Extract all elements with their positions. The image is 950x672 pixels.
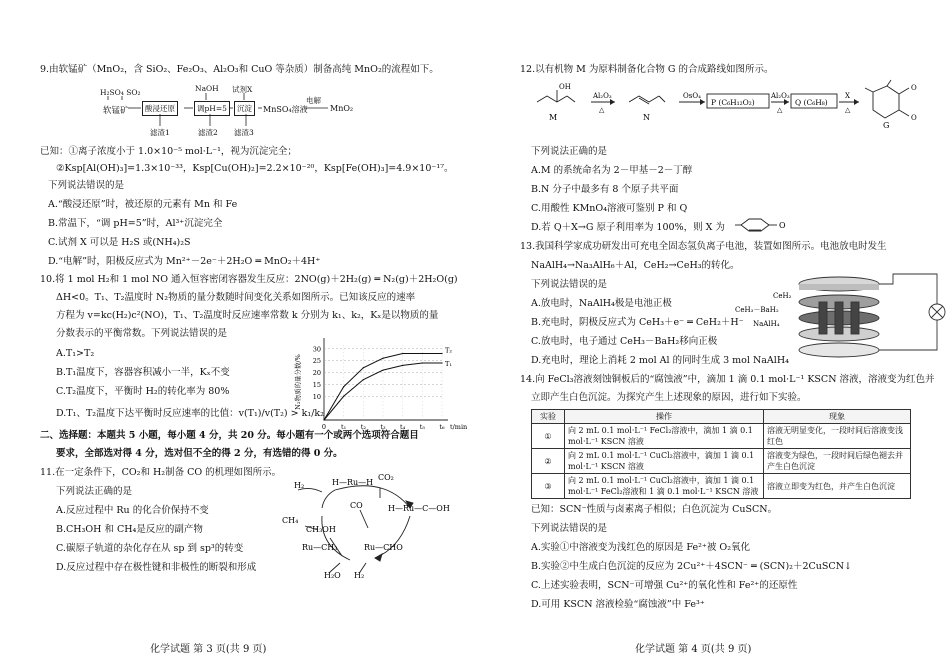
flow-reagents1: H₂SO₄ SO₂ — [100, 88, 141, 97]
q11-mechanism-diagram — [280, 468, 470, 580]
route-r3b: △ — [777, 106, 783, 114]
q14-known: 已知：SCN⁻性质与卤素离子相似；白色沉淀为 CuSCN。 — [531, 504, 778, 515]
q14-option-a: A.实验①中溶液变为浅红色的原因是 Fe²⁺被 O₂氧化 — [531, 542, 751, 553]
q11-ask: 下列说法正确的是 — [56, 486, 133, 497]
q14-line1: 14.向 FeCl₃溶液刻蚀铜板后的“腐蚀液”中，滴加 1 滴 0.1 mol·L⁻¹ KSCN 溶液，溶液变为红色并 — [520, 374, 935, 385]
q9-option-d: D.“电解”时，阳极反应式为 Mn²⁺－2e⁻＋2H₂O ═ MnO₂＋4H⁺ — [48, 256, 321, 267]
table-row — [532, 449, 911, 474]
table-header-phenomenon: 现象 — [764, 410, 911, 424]
right-page-footer: 化学试题 第 4 页(共 9 页) — [635, 644, 752, 655]
mech-co: CO — [350, 501, 363, 510]
flow-step-ph: 调pH=5 — [194, 101, 230, 116]
q14-experiment-table — [531, 409, 911, 499]
q14-option-c: C.上述实验表明，SCN⁻可增强 Cu²⁺的氧化性和 Fe²⁺的还原性 — [531, 580, 798, 591]
q10-line4: 分数表示的平衡常数。下列说法错误的是 — [56, 328, 228, 339]
q14-ask: 下列说法错误的是 — [531, 523, 608, 534]
mech-co2: CO₂ — [378, 473, 394, 482]
q10-line1: 10.将 1 mol H₂和 1 mol NO 通入恒容密闭容器发生反应：2NO(g)＋2H₂(g) ═ N₂(g)＋2H₂O(g) — [40, 274, 458, 285]
q9-option-a: A.“酸浸还原”时，被还原的元素有 Mn 和 Fe — [48, 199, 238, 210]
flow-waste3: 滤渣3 — [234, 128, 254, 137]
chart-data-point — [422, 353, 423, 354]
q11-option-d: D.反应过程中存在极性键和非极性的断裂和形成 — [56, 562, 257, 573]
mech-h2-top: H₂ — [294, 481, 305, 490]
q10-option-b: B.T₁温度下，容器容积减小一半，Kₓ不变 — [56, 367, 230, 378]
mech-ru-h: H—Ru—H — [332, 478, 374, 487]
route-q: Q (C₆H₈) — [795, 98, 828, 107]
q12-option-d-structure — [737, 216, 801, 234]
route-oh: OH — [559, 83, 571, 91]
chart-data-point — [343, 386, 344, 387]
q13-line2: NaAlH₄→Na₃AlH₆＋Al，CeH₂→CeH₃的转化。 — [531, 260, 740, 271]
table-cell-exp: ① — [532, 424, 565, 449]
flow-start: 软锰矿 — [103, 106, 129, 116]
flow-waste2: 滤渣2 — [198, 128, 218, 137]
mech-ch4: CH₄ — [282, 516, 299, 525]
right-page — [475, 0, 950, 672]
chart-data-point — [422, 362, 423, 363]
q12-ask: 下列说法正确的是 — [531, 146, 608, 157]
q14-option-b: B.实验②中生成白色沉淀的反应为 2Cu²⁺＋4SCN⁻ ═ (SCN)₂＋2CuSCN↓ — [531, 561, 852, 572]
q10-option-d: D.T₁、T₂温度下达平衡时反应速率的比值：v(T₁)/v(T₂) > k₁/k₂ — [56, 408, 324, 419]
mech-h2o: H₂O — [324, 571, 341, 580]
route-r1: Al₂O₃ — [593, 92, 612, 100]
chart-data-point — [382, 370, 383, 371]
flow-step-precip: 沉淀 — [234, 101, 255, 116]
table-header-exp: 实验 — [532, 410, 565, 424]
left-page-footer: 化学试题 第 3 页(共 9 页) — [150, 644, 267, 655]
chart-x-tick-label: t₂ — [360, 423, 366, 431]
chart-x-tick-label: t₃ — [380, 423, 386, 431]
q12-option-c: C.用酸性 KMnO₄溶液可鉴别 P 和 Q — [531, 203, 688, 214]
section2-line2: 要求，全部选对得 4 分，选对但不全的得 2 分，有选错的得 0 分。 — [56, 448, 343, 459]
battery-label-naalh4: NaAlH₄ — [753, 320, 780, 328]
q13-battery-diagram — [735, 272, 945, 360]
chart-data-point — [343, 396, 344, 397]
table-cell-operation: 向 2 mL 0.1 mol·L⁻¹ FeCl₂溶液中，滴加 1 滴 0.1 mol·L⁻¹ KSCN 溶液 — [565, 424, 764, 449]
q14-option-d: D.可用 KSCN 溶液检验“腐蚀液”中 Fe³⁺ — [531, 599, 705, 610]
chart-data-point — [402, 353, 403, 354]
chart-y-axis-label: N₂物质的量分数/% — [294, 354, 302, 410]
q13-option-d: D.充电时，理论上消耗 2 mol Al 的同时生成 3 mol NaAlH₄ — [531, 355, 789, 366]
chart-y-tick-label: 10 — [312, 392, 321, 401]
route-r3: Al₂O₃ — [771, 92, 790, 100]
q10-option-a: A.T₁>T₂ — [56, 348, 95, 359]
route-r2: OsO₄ — [683, 92, 701, 100]
q9-ask: 下列说法错误的是 — [48, 180, 125, 191]
q13-ask: 下列说法错误的是 — [531, 279, 608, 290]
chart-data-point — [363, 367, 364, 368]
table-row — [532, 474, 911, 499]
q9-stem: 9.由软锰矿（MnO₂，含 SiO₂、Fe₂O₃、Al₂O₃和 CuO 等杂质）制备高纯 MnO₂的流程如下。 — [40, 64, 439, 75]
mech-h2-bottom: H₂ — [354, 571, 365, 580]
chart-series-label: T₁ — [445, 360, 452, 368]
chart-data-point — [363, 379, 364, 380]
svg-text:O: O — [779, 221, 786, 230]
chart-x-axis-label: t/min — [450, 423, 468, 431]
q11-option-c: C.碳原子轨道的杂化存在从 sp 到 sp³的转变 — [56, 543, 244, 554]
q11-option-a: A.反应过程中 Ru 的化合价保持不变 — [56, 505, 209, 516]
q12-option-b: B.N 分子中最多有 8 个原子共平面 — [531, 184, 679, 195]
chart-x-tick-label: t₄ — [400, 423, 406, 431]
q13-option-a: A.放电时，NaAlH₄极是电池正极 — [531, 298, 672, 309]
chart-y-tick-label: 15 — [312, 380, 321, 389]
q10-chart — [290, 338, 470, 434]
section2-line1: 二、选择题：本题共 5 小题，每小题 4 分，共 20 分。每小题有一个或两个选项符合题目 — [40, 430, 419, 441]
route-n: N — [643, 113, 650, 122]
q12-option-a: A.M 的系统命名为 2－甲基－2－丁醇 — [531, 165, 693, 176]
route-r1b: △ — [599, 106, 605, 114]
table-cell-phenomenon: 溶液立即变为红色，并产生白色沉淀 — [764, 474, 911, 499]
chart-x-tick-label: t₁ — [341, 423, 347, 431]
q9-option-c: C.试剂 X 可以是 H₂S 或(NH₄)₂S — [48, 237, 191, 248]
mech-carboxyl: H—Ru—C—OH — [388, 504, 450, 513]
mech-ch3oh: CH₃OH — [306, 525, 336, 534]
route-r4: X — [845, 92, 850, 100]
table-cell-exp: ② — [532, 449, 565, 474]
q10-option-c: C.T₂温度下，平衡时 H₂的转化率为 80% — [56, 386, 230, 397]
route-r4b: △ — [845, 106, 851, 114]
route-o2: O — [911, 114, 917, 122]
chart-series-label: T₂ — [445, 346, 452, 355]
route-o1: O — [911, 84, 917, 92]
chart-data-point — [441, 362, 442, 363]
q13-line1: 13.我国科学家成功研发出可充电全固态氢负离子电池，装置如图所示。电池放电时发生 — [520, 241, 887, 252]
table-cell-operation: 向 2 mL 0.1 mol·L⁻¹ CuCl₂溶液中，滴加 1 滴 0.1 mol·L⁻¹ FeCl₂溶液和 1 滴 0.1 mol·L⁻¹ KSCN 溶液 — [565, 474, 764, 499]
q13-option-c: C.放电时，电子通过 CeH₃－BaH₂移向正极 — [531, 336, 718, 347]
table-cell-operation: 向 2 mL 0.1 mol·L⁻¹ CuCl₂溶液中，滴加 1 滴 0.1 mol·L⁻¹ KSCN 溶液 — [565, 449, 764, 474]
table-cell-phenomenon: 溶液变为绿色，一段时间后绿色褪去并产生白色沉淀 — [764, 449, 911, 474]
q9-known2: ②Ksp[Al(OH)₃]=1.3×10⁻³³，Ksp[Cu(OH)₂]=2.2×10⁻²⁰，Ksp[Fe(OH)₃]=4.9×10⁻¹⁷。 — [56, 163, 454, 174]
battery-label-electrolyte: CeH₃－BaH₂ — [735, 306, 779, 314]
route-g: G — [883, 121, 890, 130]
q9-known1: 已知：①离子浓度小于 1.0×10⁻⁵ mol·L⁻¹，视为沉淀完全； — [40, 146, 297, 157]
q12-option-d: D.若 Q＋X→G 原子利用率为 100%，则 X 为 — [531, 222, 725, 233]
chart-data-point — [402, 365, 403, 366]
q10-line2: ΔH<0。T₁、T₂温度时 N₂物质的量分数随时间变化关系如图所示。已知该反应的速率 — [56, 292, 416, 303]
route-m: M — [549, 113, 558, 122]
chart-y-tick-label: 25 — [312, 357, 321, 366]
flow-end: MnO₂ — [330, 104, 354, 113]
flow-reagent2: NaOH — [195, 84, 219, 93]
chart-x-tick-label: t₅ — [419, 423, 425, 431]
table-header-operation: 操作 — [565, 410, 764, 424]
mech-ru-cho: Ru—CHO — [364, 543, 403, 552]
mech-ru-ch3: Ru—CH₃ — [302, 543, 338, 552]
chart-y-tick-label: 20 — [312, 369, 321, 377]
chart-x-tick-label: 0 — [321, 423, 327, 431]
q13-option-b: B.充电时，阴极反应式为 CeH₃＋e⁻ ═ CeH₂＋H⁻ — [531, 317, 744, 328]
q14-line2: 立即产生白色沉淀。为探究产生上述现象的原因，进行如下实验。 — [531, 392, 807, 403]
table-row — [532, 424, 911, 449]
chart-x-tick-label: t₆ — [439, 423, 445, 431]
chart-y-tick-label: 30 — [312, 345, 321, 354]
q11-stem: 11.在一定条件下，CO₂和 H₂制备 CO 的机理如图所示。 — [40, 467, 282, 478]
q10-line3: 方程为 v=kc(H₂)c²(NO)，T₁、T₂温度时反应速率常数 k 分别为 k₁、k₂，Kₓ是以物质的量 — [56, 310, 439, 321]
chart-data-point — [323, 419, 324, 420]
flow-waste1: 滤渣1 — [150, 128, 170, 137]
q9-option-b: B.常温下，“调 pH=5”时，Al³⁺沉淀完全 — [48, 218, 223, 229]
q12-synthesis-route — [535, 80, 945, 130]
battery-label-ceh2: CeH₂ — [773, 292, 792, 300]
table-cell-exp: ③ — [532, 474, 565, 499]
flow-reagent3: 试剂X — [232, 85, 253, 94]
flow-mid: MnSO₄溶液 — [263, 105, 308, 114]
q12-stem: 12.以有机物 M 为原料制备化合物 G 的合成路线如图所示。 — [520, 64, 774, 75]
q11-option-b: B.CH₃OH 和 CH₄是反应的副产物 — [56, 524, 203, 535]
route-p: P (C₆H₁₂O₂) — [711, 98, 755, 107]
flow-arrows — [0, 0, 475, 150]
flow-electro: 电解 — [306, 96, 321, 105]
flow-step-leach: 酸浸还原 — [142, 101, 178, 116]
chart-data-point — [382, 358, 383, 359]
table-cell-phenomenon: 溶液无明显变化，一段时间后溶液变浅红色 — [764, 424, 911, 449]
chart-data-point — [441, 353, 442, 354]
